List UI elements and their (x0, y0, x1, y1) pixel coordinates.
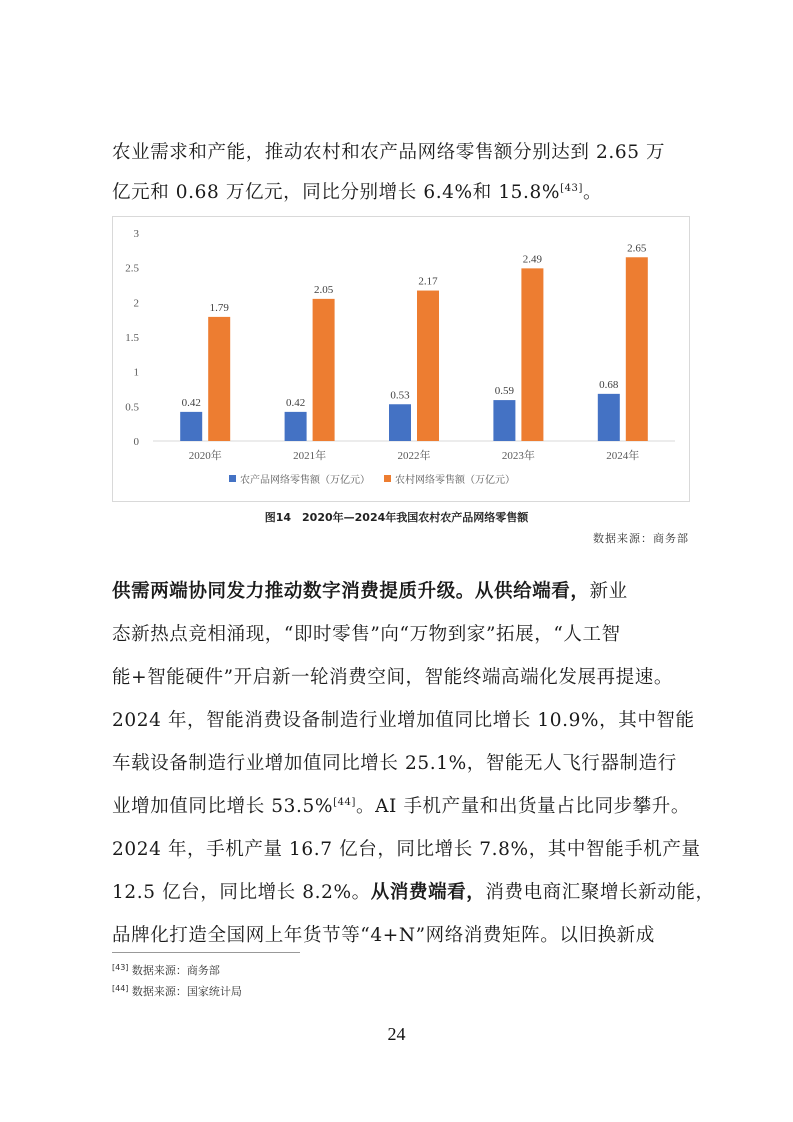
body-line-1 (112, 577, 628, 607)
intro-line-2-end: 。 (583, 182, 603, 203)
body-line-1-rest: 新业 (589, 581, 628, 602)
figure-caption: 图14 2020年—2024年我国农村农产品网络零售额 (264, 511, 529, 524)
body-line-6-b: 。AI 手机产量和出货量占比同步攀升。 (356, 796, 690, 817)
y-tick-label: 0.5 (125, 401, 139, 414)
bar-2024年-series-1 (598, 394, 620, 441)
bar-2024年-series-2 (626, 257, 648, 441)
bar-2020年-series-2 (208, 317, 230, 441)
bar-2023年-series-1 (493, 400, 515, 441)
bar-2021年-series-2 (313, 299, 335, 441)
data-label: 0.68 (599, 378, 619, 391)
body-line-4: 2024 年，智能消费设备制造行业增加值同比增长 10.9%，其中智能 (112, 710, 695, 731)
data-label: 2.05 (313, 283, 334, 296)
body-line-7: 2024 年，手机产量 16.7 亿台，同比增长 7.8%，其中智能手机产量 (112, 839, 701, 860)
data-label: 0.59 (494, 385, 515, 398)
body-line-8-bold: 从消费端看， (370, 882, 486, 903)
body-line-6 (112, 792, 690, 822)
data-label: 0.42 (181, 396, 201, 409)
legend-label-series-2: 农村网络零售额（万亿元） (395, 475, 515, 486)
body-line-3: 能+智能硬件”开启新一轮消费空间，智能终端高端化发展再提速。 (112, 667, 673, 688)
data-label: 2.49 (522, 253, 543, 266)
data-label: 2.17 (418, 275, 438, 288)
body-line-2: 态新热点竞相涌现，“即时零售”向“万物到家”拓展，“人工智 (112, 624, 621, 645)
body-line-1-bold: 供需两端协同发力推动数字消费提质升级。从供给端看， (112, 581, 590, 602)
x-tick-label: 2021年 (293, 450, 327, 462)
body-line-9: 品牌化打造全国网上年货节等“4+N”网络消费矩阵。以旧换新成 (112, 925, 655, 946)
legend-label-series-1: 农产品网络零售额（万亿元） (240, 475, 370, 486)
y-tick-label: 0 (133, 436, 139, 448)
intro-line-2 (112, 178, 602, 208)
y-tick-label: 2.5 (125, 262, 139, 275)
footnote-44 (112, 983, 242, 999)
footnote-ref-44[interactable]: [44] (333, 797, 356, 808)
footnote-43-ref: [43] (112, 963, 129, 972)
legend-swatch-series-2 (384, 475, 391, 482)
body-line-8 (112, 878, 715, 908)
body-line-8-a: 12.5 亿台，同比增长 8.2%。 (112, 882, 371, 903)
footnote-ref-43[interactable]: [43] (560, 183, 584, 194)
footnote-44-ref: [44] (112, 984, 129, 993)
x-tick-label: 2022年 (397, 450, 431, 462)
y-tick-label: 1.5 (125, 332, 139, 344)
intro-line-1: 农业需求和产能，推动农村和农产品网络零售额分别达到 2.65 万 (112, 142, 666, 163)
bar-chart (112, 216, 690, 502)
bar-2021年-series-1 (285, 412, 307, 441)
data-label: 0.42 (285, 396, 306, 409)
body-line-6-a: 业增加值同比增长 53.5% (112, 796, 334, 817)
chart-canvas (113, 217, 691, 503)
y-tick-label: 3 (133, 228, 139, 240)
data-label: 1.79 (209, 301, 229, 314)
body-line-8-b: 消费电商汇聚增长新动能， (485, 882, 715, 903)
y-tick-label: 2 (133, 297, 139, 310)
figure-source: 数据来源：商务部 (593, 532, 689, 545)
footnote-divider (112, 952, 300, 953)
bar-2020年-series-1 (180, 412, 202, 441)
x-tick-label: 2020年 (188, 450, 222, 462)
x-tick-label: 2023年 (501, 450, 535, 462)
bar-2022年-series-1 (389, 404, 411, 441)
page-number: 24 (387, 1024, 406, 1044)
footnote-43-text: 数据来源：商务部 (131, 964, 220, 977)
bar-2022年-series-2 (417, 291, 439, 441)
data-label: 0.53 (390, 389, 410, 402)
footnote-43 (112, 962, 220, 978)
intro-line-2-text: 亿元和 0.68 万亿元，同比分别增长 6.4%和 15.8% (112, 182, 561, 203)
body-line-5: 车载设备制造行业增加值同比增长 25.1%，智能无人飞行器制造行 (112, 753, 677, 774)
bar-2023年-series-2 (521, 268, 543, 441)
y-tick-label: 1 (133, 366, 139, 379)
footnote-44-text: 数据来源：国家统计局 (131, 985, 242, 998)
data-label: 2.65 (627, 242, 647, 255)
x-tick-label: 2024年 (606, 450, 640, 462)
legend-swatch-series-1 (229, 475, 236, 482)
